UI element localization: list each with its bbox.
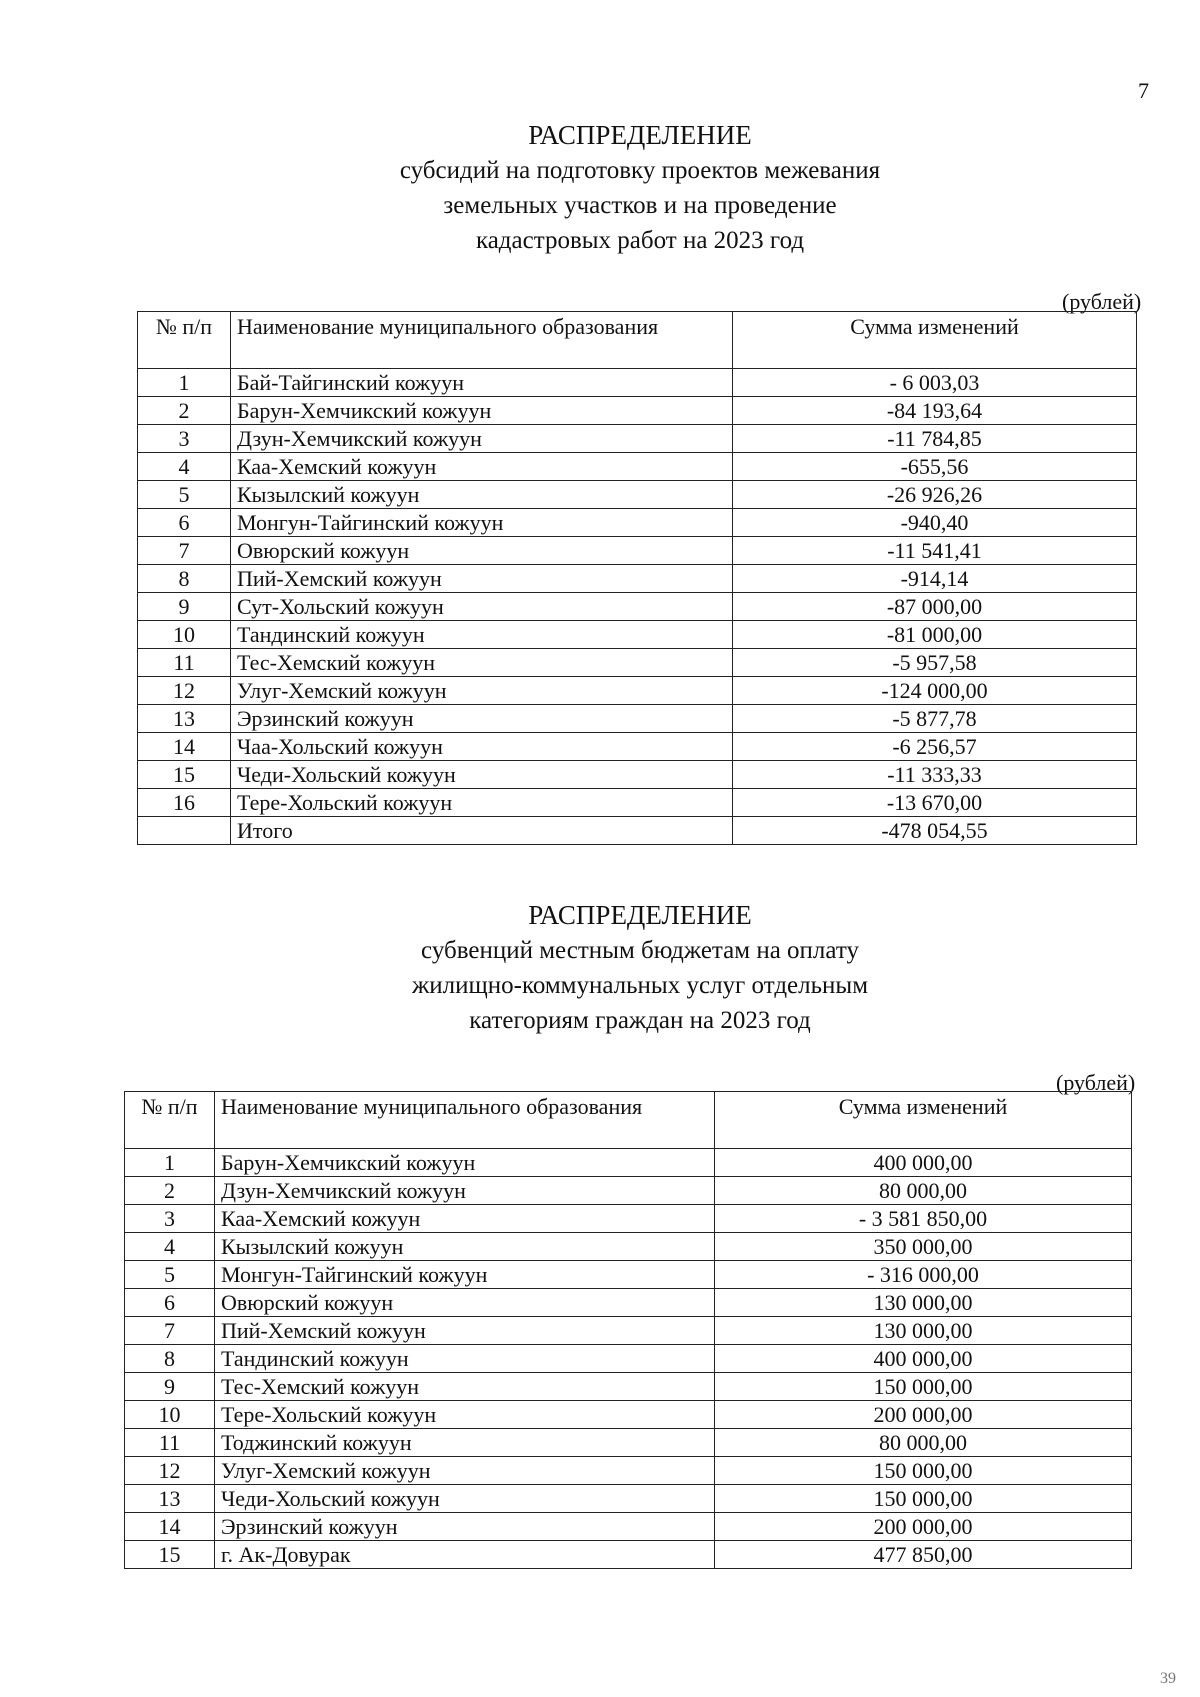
change-amount: 150 000,00 bbox=[715, 1485, 1132, 1513]
table-row bbox=[138, 453, 1137, 481]
row-number: 14 bbox=[138, 733, 231, 761]
table-row bbox=[138, 425, 1137, 453]
change-amount: 350 000,00 bbox=[715, 1233, 1132, 1261]
change-amount: 80 000,00 bbox=[715, 1429, 1132, 1457]
row-number: 15 bbox=[138, 761, 231, 789]
row-number: 7 bbox=[138, 537, 231, 565]
table-row bbox=[138, 621, 1137, 649]
row-number: 11 bbox=[138, 649, 231, 677]
change-amount: -11 784,85 bbox=[733, 425, 1137, 453]
total-row bbox=[138, 817, 1137, 845]
column-header-sum: Сумма изменений bbox=[733, 312, 1137, 369]
section-2-subtitle-line: жилищно-коммунальных услуг отдельным bbox=[411, 972, 869, 999]
row-number: 2 bbox=[138, 397, 231, 425]
table-row bbox=[125, 1289, 1132, 1317]
table-row bbox=[138, 537, 1137, 565]
change-amount: 150 000,00 bbox=[715, 1373, 1132, 1401]
change-amount: 130 000,00 bbox=[715, 1317, 1132, 1345]
row-number: 3 bbox=[125, 1205, 215, 1233]
row-number: 11 bbox=[125, 1429, 215, 1457]
section-1-subtitle-line: кадастровых работ на 2023 год bbox=[475, 227, 805, 254]
municipality-name: Дзун-Хемчикский кожуун bbox=[215, 1177, 715, 1205]
municipality-name: Монгун-Тайгинский кожуун bbox=[231, 509, 733, 537]
row-number: 16 bbox=[138, 789, 231, 817]
section-1-unit: (рублей) bbox=[1062, 289, 1142, 314]
municipality-name: Улуг-Хемский кожуун bbox=[215, 1457, 715, 1485]
change-amount: -5 877,78 bbox=[733, 705, 1137, 733]
row-number: 2 bbox=[125, 1177, 215, 1205]
table-row bbox=[138, 649, 1137, 677]
change-amount: 400 000,00 bbox=[715, 1345, 1132, 1373]
municipality-name: Овюрский кожуун bbox=[215, 1289, 715, 1317]
table-row bbox=[138, 705, 1137, 733]
row-number: 8 bbox=[138, 565, 231, 593]
table-row bbox=[138, 509, 1137, 537]
municipality-name: Чеди-Хольский кожуун bbox=[231, 761, 733, 789]
municipality-name: Тоджинский кожуун bbox=[215, 1429, 715, 1457]
section-2-unit: (рублей) bbox=[1056, 1070, 1136, 1095]
change-amount: 200 000,00 bbox=[715, 1513, 1132, 1541]
column-header-num: № п/п bbox=[138, 312, 231, 369]
table-row bbox=[125, 1345, 1132, 1373]
table-row bbox=[125, 1149, 1132, 1177]
change-amount: -940,40 bbox=[733, 509, 1137, 537]
row-number: 6 bbox=[125, 1289, 215, 1317]
row-number: 5 bbox=[138, 481, 231, 509]
row-number: 9 bbox=[125, 1373, 215, 1401]
municipality-name: Итого bbox=[231, 817, 733, 845]
section-1-heading bbox=[0, 118, 1200, 258]
table-row bbox=[125, 1373, 1132, 1401]
municipality-name: Тере-Хольский кожуун bbox=[215, 1401, 715, 1429]
row-number bbox=[138, 817, 231, 845]
table-header-row bbox=[138, 312, 1137, 369]
table-header-row bbox=[125, 1092, 1132, 1149]
change-amount: -914,14 bbox=[733, 565, 1137, 593]
change-amount: 200 000,00 bbox=[715, 1401, 1132, 1429]
row-number: 12 bbox=[125, 1457, 215, 1485]
municipality-name: Кызылский кожуун bbox=[215, 1233, 715, 1261]
table-row bbox=[138, 733, 1137, 761]
row-number: 4 bbox=[138, 453, 231, 481]
change-amount: -13 670,00 bbox=[733, 789, 1137, 817]
table-row bbox=[138, 481, 1137, 509]
table-row bbox=[125, 1485, 1132, 1513]
change-amount: 80 000,00 bbox=[715, 1177, 1132, 1205]
page-number: 7 bbox=[1138, 78, 1149, 103]
table-row bbox=[125, 1541, 1132, 1569]
subsidy-table-body bbox=[138, 312, 1137, 845]
table-row bbox=[138, 789, 1137, 817]
row-number: 9 bbox=[138, 593, 231, 621]
row-number: 4 bbox=[125, 1233, 215, 1261]
table-row bbox=[138, 593, 1137, 621]
table-row bbox=[138, 677, 1137, 705]
row-number: 14 bbox=[125, 1513, 215, 1541]
municipality-name: Барун-Хемчикский кожуун bbox=[231, 397, 733, 425]
table-row bbox=[125, 1457, 1132, 1485]
municipality-name: Кызылский кожуун bbox=[231, 481, 733, 509]
municipality-name: Бай-Тайгинский кожуун bbox=[231, 369, 733, 397]
table-row bbox=[125, 1233, 1132, 1261]
table-row bbox=[125, 1513, 1132, 1541]
municipality-name: Пий-Хемский кожуун bbox=[215, 1317, 715, 1345]
municipality-name: Пий-Хемский кожуун bbox=[231, 565, 733, 593]
section-1-title: РАСПРЕДЕЛЕНИЕ bbox=[528, 120, 752, 150]
municipality-name: Улуг-Хемский кожуун bbox=[231, 677, 733, 705]
municipality-name: г. Ак-Довурак bbox=[215, 1541, 715, 1569]
row-number: 12 bbox=[138, 677, 231, 705]
municipality-name: Тес-Хемский кожуун bbox=[231, 649, 733, 677]
change-amount: - 3 581 850,00 bbox=[715, 1205, 1132, 1233]
row-number: 7 bbox=[125, 1317, 215, 1345]
change-amount: -124 000,00 bbox=[733, 677, 1137, 705]
table-row bbox=[138, 369, 1137, 397]
municipality-name: Тере-Хольский кожуун bbox=[231, 789, 733, 817]
section-2-subtitle-line: субвенций местным бюджетам на оплату bbox=[421, 937, 859, 964]
change-amount: -84 193,64 bbox=[733, 397, 1137, 425]
section-2-subtitle-line: категориям граждан на 2023 год bbox=[469, 1007, 811, 1034]
change-amount: - 316 000,00 bbox=[715, 1261, 1132, 1289]
change-amount: -11 541,41 bbox=[733, 537, 1137, 565]
municipality-name: Овюрский кожуун bbox=[231, 537, 733, 565]
row-number: 13 bbox=[125, 1485, 215, 1513]
municipality-name: Эрзинский кожуун bbox=[231, 705, 733, 733]
change-amount: -5 957,58 bbox=[733, 649, 1137, 677]
table-row bbox=[138, 565, 1137, 593]
row-number: 8 bbox=[125, 1345, 215, 1373]
change-amount: - 6 003,03 bbox=[733, 369, 1137, 397]
municipality-name: Каа-Хемский кожуун bbox=[231, 453, 733, 481]
corner-mark: 39 bbox=[1160, 1670, 1176, 1687]
row-number: 13 bbox=[138, 705, 231, 733]
row-number: 10 bbox=[125, 1401, 215, 1429]
row-number: 1 bbox=[138, 369, 231, 397]
municipality-name: Сут-Хольский кожуун bbox=[231, 593, 733, 621]
municipality-name: Барун-Хемчикский кожуун bbox=[215, 1149, 715, 1177]
municipality-name: Каа-Хемский кожуун bbox=[215, 1205, 715, 1233]
subsidy-table bbox=[137, 311, 1137, 845]
table-row bbox=[138, 761, 1137, 789]
change-amount: 130 000,00 bbox=[715, 1289, 1132, 1317]
change-amount: -11 333,33 bbox=[733, 761, 1137, 789]
municipality-name: Тандинский кожуун bbox=[231, 621, 733, 649]
municipality-name: Эрзинский кожуун bbox=[215, 1513, 715, 1541]
row-number: 1 bbox=[125, 1149, 215, 1177]
column-header-name: Наименование муниципального образования bbox=[231, 312, 733, 369]
row-number: 15 bbox=[125, 1541, 215, 1569]
row-number: 10 bbox=[138, 621, 231, 649]
municipality-name: Чеди-Хольский кожуун bbox=[215, 1485, 715, 1513]
table-row bbox=[125, 1205, 1132, 1233]
subvention-table bbox=[124, 1091, 1132, 1569]
municipality-name: Дзун-Хемчикский кожуун bbox=[231, 425, 733, 453]
column-header-name: Наименование муниципального образования bbox=[215, 1092, 715, 1149]
municipality-name: Тес-Хемский кожуун bbox=[215, 1373, 715, 1401]
change-amount: 400 000,00 bbox=[715, 1149, 1132, 1177]
change-amount: -655,56 bbox=[733, 453, 1137, 481]
table-row bbox=[125, 1429, 1132, 1457]
change-amount: 150 000,00 bbox=[715, 1457, 1132, 1485]
row-number: 3 bbox=[138, 425, 231, 453]
change-amount: -87 000,00 bbox=[733, 593, 1137, 621]
section-1-subtitle-line: субсидий на подготовку проектов межевания bbox=[399, 157, 881, 184]
table-row bbox=[125, 1261, 1132, 1289]
table-row bbox=[125, 1177, 1132, 1205]
change-amount: -478 054,55 bbox=[733, 817, 1137, 845]
row-number: 5 bbox=[125, 1261, 215, 1289]
municipality-name: Тандинский кожуун bbox=[215, 1345, 715, 1373]
section-2-heading bbox=[0, 898, 1200, 1038]
table-row bbox=[138, 397, 1137, 425]
change-amount: -81 000,00 bbox=[733, 621, 1137, 649]
table-row bbox=[125, 1317, 1132, 1345]
change-amount: -26 926,26 bbox=[733, 481, 1137, 509]
section-1-subtitle-line: земельных участков и на проведение bbox=[443, 192, 837, 219]
change-amount: -6 256,57 bbox=[733, 733, 1137, 761]
municipality-name: Чаа-Хольский кожуун bbox=[231, 733, 733, 761]
column-header-num: № п/п bbox=[125, 1092, 215, 1149]
subvention-table-body bbox=[125, 1092, 1132, 1569]
table-row bbox=[125, 1401, 1132, 1429]
section-2-title: РАСПРЕДЕЛЕНИЕ bbox=[528, 900, 752, 930]
change-amount: 477 850,00 bbox=[715, 1541, 1132, 1569]
municipality-name: Монгун-Тайгинский кожуун bbox=[215, 1261, 715, 1289]
row-number: 6 bbox=[138, 509, 231, 537]
column-header-sum: Сумма изменений bbox=[715, 1092, 1132, 1149]
